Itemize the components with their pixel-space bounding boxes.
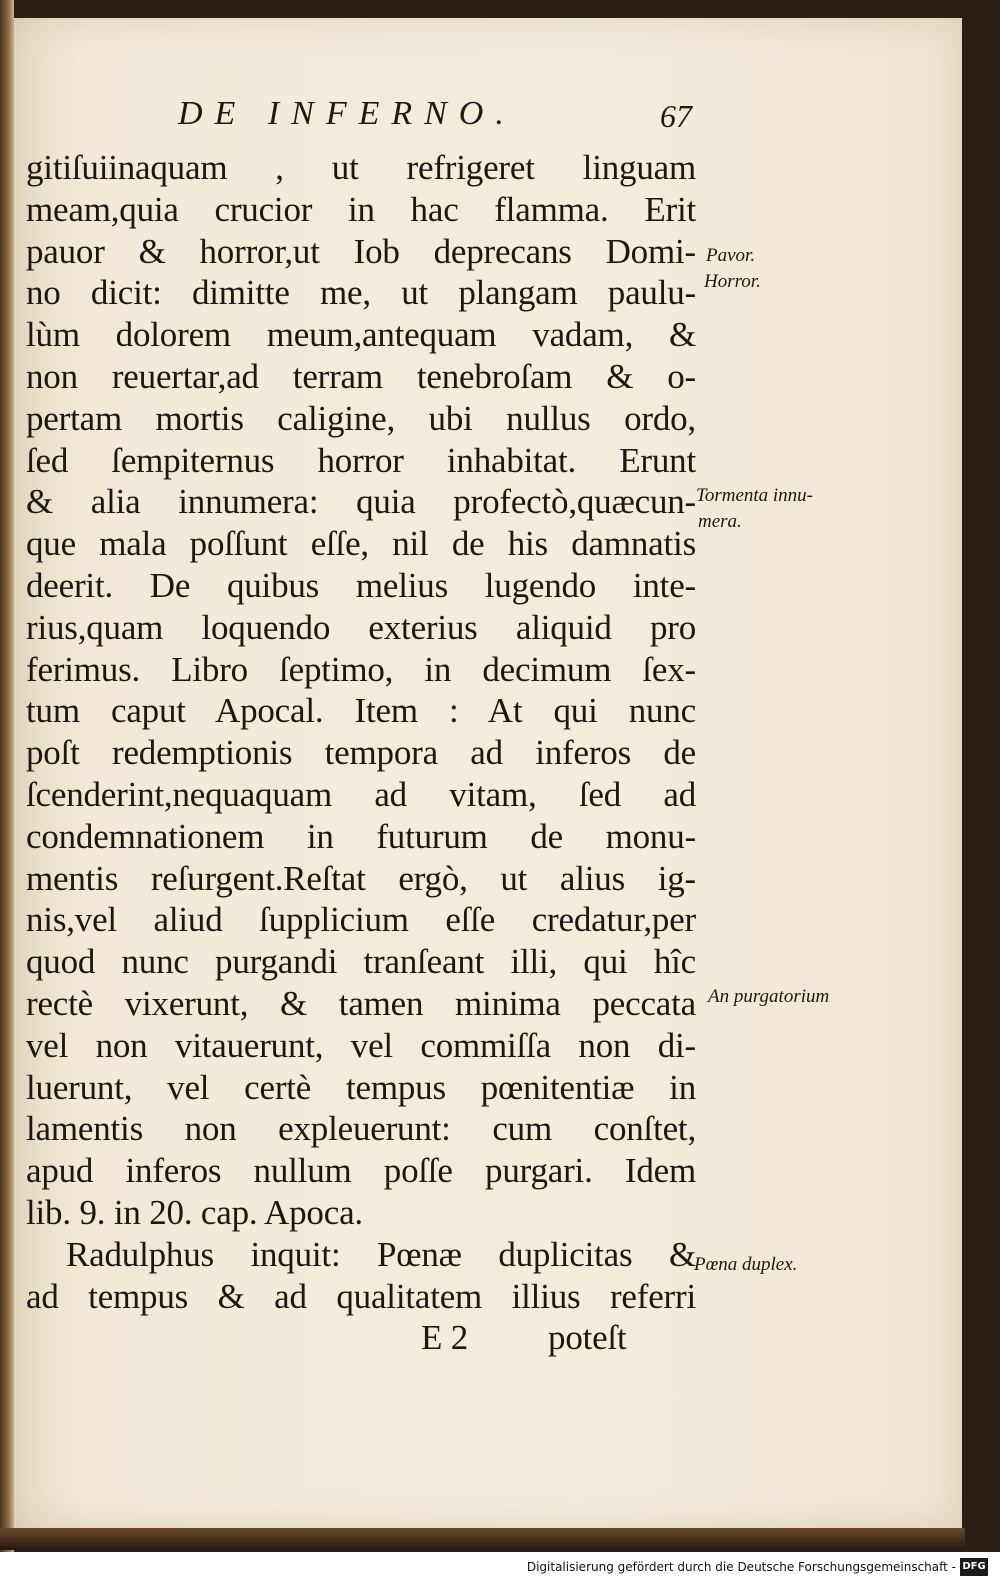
text-line: ſed ſempiternus horror inhabitat. Erunt bbox=[26, 440, 696, 480]
book-binding-bottom bbox=[0, 1528, 965, 1550]
text-line: pauor & horror,ut Iob deprecans Domi- bbox=[26, 231, 696, 271]
page-number: 67 bbox=[660, 98, 692, 134]
text-line: lib. 9. in 20. cap. Apoca. bbox=[26, 1192, 363, 1232]
book-binding-edge bbox=[0, 0, 14, 1560]
text-line: meam,quia crucior in hac flamma. Erit bbox=[26, 189, 696, 229]
text-line: & alia innumera: quia profectò,quæcun- bbox=[26, 482, 696, 522]
marginal-note-tormenta: Tormenta innu- bbox=[696, 485, 814, 506]
text-line: vel non vitauerunt, vel commiſſa non di- bbox=[26, 1025, 696, 1065]
text-line: condemnationem in futurum de monu- bbox=[26, 816, 696, 856]
text-line: rius,quam loquendo exterius aliquid pro bbox=[26, 607, 696, 647]
text-line: gitiſuiinaquam , ut refrigeret linguam bbox=[26, 148, 696, 187]
main-text-block bbox=[26, 147, 696, 1359]
funding-credit: Digitalisierung gefördert durch die Deutsche Forschungsgemeinschaft - bbox=[526, 1560, 956, 1574]
text-line: luerunt, vel certè tempus pœnitentiæ in bbox=[26, 1067, 696, 1107]
text-line: lùm dolorem meum,antequam vadam, & bbox=[26, 315, 696, 355]
text-line: pertam mortis caligine, ubi nullus ordo, bbox=[26, 398, 696, 438]
text-line: lamentis non expleuerunt: cum conſtet, bbox=[26, 1109, 696, 1149]
marginal-note-horror: Horror. bbox=[704, 271, 761, 292]
dfg-logo: DFG bbox=[960, 1558, 988, 1576]
catchword: poteſt bbox=[548, 1318, 627, 1358]
marginal-note-purgatorium: An purgatorium bbox=[708, 986, 830, 1007]
text-line: quod nunc purgandi tranſeant illi, qui hîc bbox=[26, 942, 696, 982]
text-line: non reuertar,ad terram tenebroſam & o- bbox=[26, 356, 696, 396]
text-line: nis,vel aliud ſupplicium eſſe credatur,per bbox=[26, 900, 696, 940]
text-line: apud inferos nullum poſſe purgari. Idem bbox=[26, 1151, 696, 1191]
text-line: tum caput Apocal. Item : At qui nunc bbox=[26, 691, 696, 731]
text-line: que mala poſſunt eſſe, nil de his damnatis bbox=[26, 524, 696, 564]
catchword-line bbox=[26, 1317, 696, 1359]
marginal-note-pavor: Pavor. bbox=[706, 245, 756, 266]
running-title: DE INFERNO. bbox=[178, 95, 516, 132]
text-line: ferimus. Libro ſeptimo, in decimum ſex- bbox=[26, 649, 696, 689]
marginal-note-tormenta-cont: mera. bbox=[698, 511, 742, 532]
text-line: ſcenderint,nequaquam ad vitam, ſed ad bbox=[26, 774, 696, 814]
marginal-note-poena: Pœna duplex. bbox=[694, 1254, 798, 1275]
text-line: rectè vixerunt, & tamen minima peccata bbox=[26, 983, 696, 1023]
text-line: poſt redemptionis tempora ad inferos de bbox=[26, 733, 696, 773]
text-line: mentis reſurgent.Reſtat ergò, ut alius ig- bbox=[26, 858, 696, 898]
text-line: ad tempus & ad qualitatem illius referri bbox=[26, 1276, 696, 1316]
text-line: no dicit: dimitte me, ut plangam paulu- bbox=[26, 273, 696, 313]
text-line: Radulphus inquit: Pœnæ duplicitas & bbox=[66, 1234, 696, 1274]
signature-mark: E 2 bbox=[421, 1318, 469, 1358]
text-line: deerit. De quibus melius lugendo inte- bbox=[26, 565, 696, 605]
